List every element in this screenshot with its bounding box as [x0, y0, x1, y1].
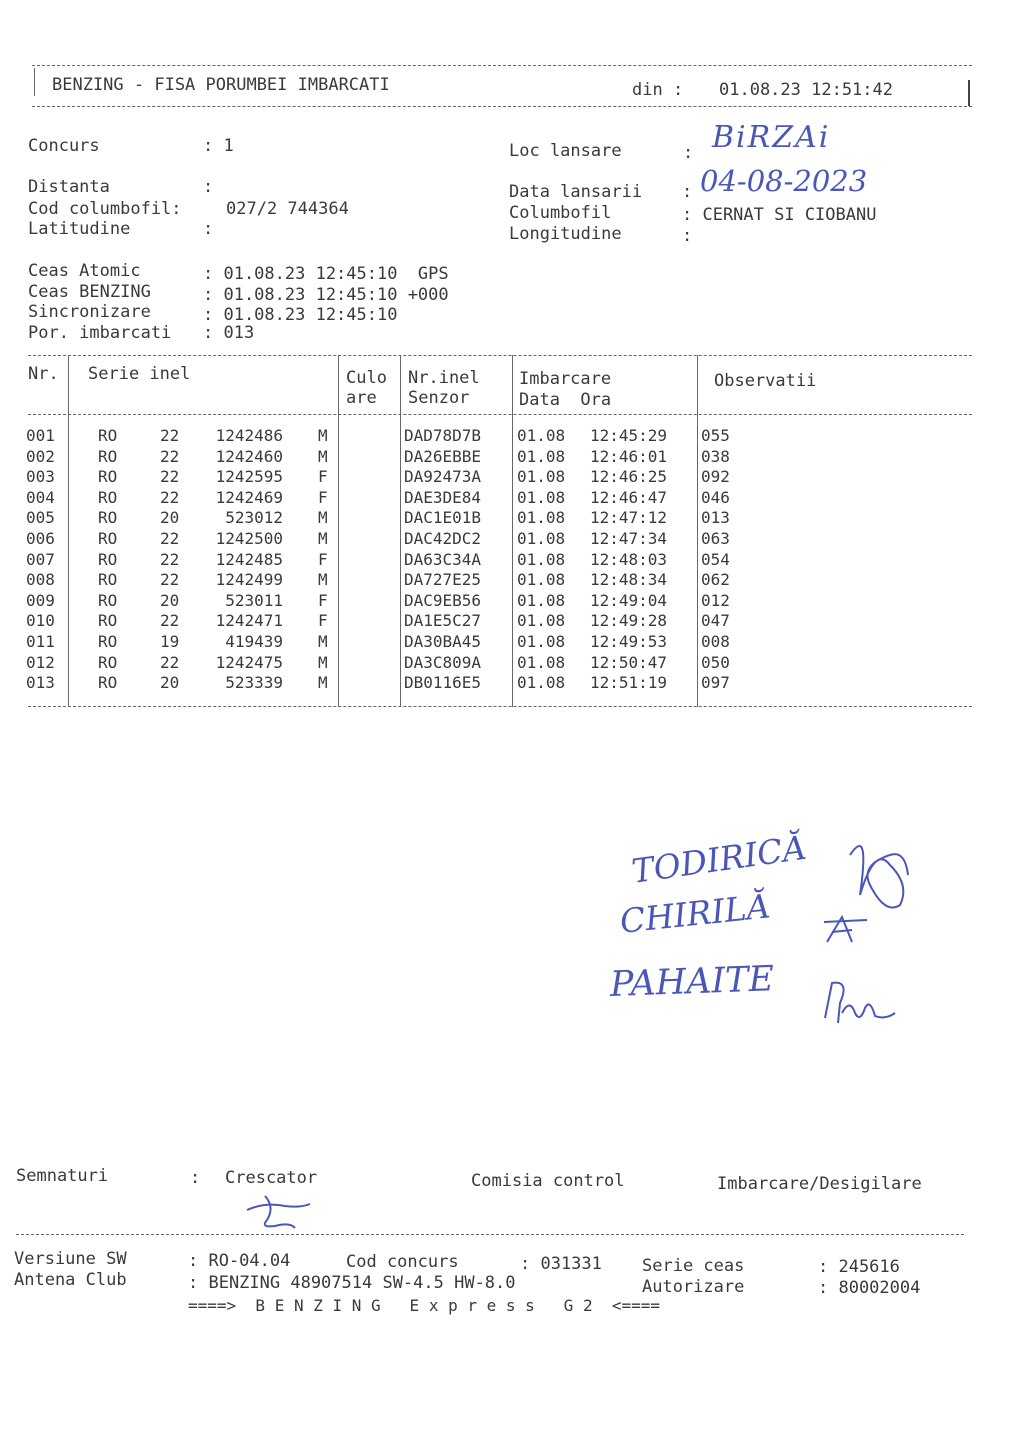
cell-tara: RO [98, 673, 118, 693]
benzing-express-brand: ====> B E N Z I N G E x p r e s s G 2 <==== [188, 1296, 661, 1315]
cell-observatii: 050 [701, 652, 730, 672]
cell-sex: M [318, 570, 328, 590]
cell-data: 01.08 [517, 467, 566, 487]
col-header-observatii: Observatii [714, 371, 817, 391]
header-right-border [968, 80, 970, 106]
col-header-are: are [346, 388, 377, 408]
cell-inel: 1242471 [215, 611, 283, 631]
col-divider-imbarcare [697, 355, 698, 707]
cell-tara: RO [98, 446, 118, 466]
cell-tara: RO [98, 529, 118, 548]
imbarcare-desigilare-label: Imbarcare/Desigilare [717, 1174, 922, 1194]
cell-an: 20 [160, 673, 180, 693]
cell-inel: 1242499 [215, 570, 283, 590]
cell-data: 01.08 [517, 652, 566, 672]
cell-tara: RO [98, 590, 118, 610]
handwritten-name-3: PAHAITE [609, 959, 775, 1005]
serie-ceas-value: : 245616 [818, 1257, 900, 1277]
cell-nr: 003 [26, 467, 55, 487]
longitudine-label: Longitudine [509, 224, 622, 244]
cell-sex: F [318, 549, 328, 569]
cell-observatii: 092 [701, 467, 730, 487]
cell-observatii: 062 [701, 570, 730, 590]
cell-senzor: DAC9EB56 [404, 590, 482, 610]
cell-tara: RO [98, 570, 118, 590]
cell-sex: M [318, 632, 328, 651]
cell-ora: 12:47:12 [590, 508, 668, 528]
versiune-sw-label: Versiune SW [14, 1249, 127, 1269]
cell-an: 22 [160, 426, 180, 445]
latitudine-value: : [203, 219, 214, 239]
cell-inel: 523339 [225, 673, 283, 693]
autorizare-value: : 80002004 [818, 1278, 921, 1298]
cell-inel: 1242500 [215, 529, 283, 548]
cell-data: 01.08 [517, 549, 566, 569]
crescator-signature-icon [245, 1192, 315, 1232]
semnaturi-sep: : [190, 1168, 201, 1188]
cell-sex: M [318, 508, 328, 528]
header-bottom-rule [32, 106, 972, 107]
cell-an: 22 [160, 446, 180, 466]
cell-sex: F [318, 611, 328, 631]
cell-tara: RO [98, 611, 118, 631]
cell-tara: RO [98, 426, 118, 445]
cell-senzor: DAE3DE84 [404, 487, 482, 507]
cell-nr: 008 [26, 570, 55, 590]
col-header-imbarcare: Imbarcare [519, 369, 612, 389]
cell-sex: M [318, 652, 328, 672]
cell-sex: M [318, 673, 328, 693]
cell-ora: 12:48:03 [590, 549, 668, 569]
cell-nr: 001 [26, 426, 55, 445]
cell-an: 19 [160, 632, 180, 651]
col-header-senzor: Senzor [408, 388, 470, 408]
versiune-sw-value: : RO-04.04 [188, 1251, 291, 1271]
loc-lansare-label: Loc lansare [509, 141, 622, 161]
cell-senzor: DAC1E01B [404, 508, 482, 528]
cell-inel: 419439 [225, 632, 283, 651]
cell-observatii: 046 [701, 487, 730, 507]
cell-inel: 1242475 [215, 652, 283, 672]
col-divider-nr [68, 355, 69, 707]
col-header-nrinel: Nr.inel [408, 368, 480, 388]
cell-ora: 12:49:53 [590, 632, 668, 651]
cell-senzor: DA26EBBE [404, 446, 482, 466]
cell-tara: RO [98, 549, 118, 569]
porumbei-imbarcati-value: : 013 [203, 323, 255, 343]
cell-observatii: 012 [701, 590, 730, 610]
cell-inel: 1242469 [215, 487, 283, 507]
cell-nr: 006 [26, 529, 55, 548]
cell-senzor: DA63C34A [404, 549, 482, 569]
cell-sex: F [318, 467, 328, 487]
cell-observatii: 055 [701, 426, 730, 445]
porumbei-imbarcati-label: Por. imbarcati [28, 323, 172, 343]
cod-columbofil-value: 027/2 744364 [226, 199, 349, 219]
cell-senzor: DAD78D7B [404, 426, 482, 445]
cell-an: 22 [160, 529, 180, 548]
cell-ora: 12:50:47 [590, 652, 668, 672]
col-header-serie: Serie inel [88, 364, 191, 384]
cell-nr: 010 [26, 611, 55, 631]
header-date-value: 01.08.23 12:51:42 [719, 80, 893, 100]
cell-data: 01.08 [517, 446, 566, 466]
cell-inel: 1242486 [215, 426, 283, 445]
antena-club-value: : BENZING 48907514 SW-4.5 HW-8.0 [188, 1273, 516, 1293]
cell-tara: RO [98, 467, 118, 487]
data-lansarii-sep: : [682, 182, 693, 202]
signature-scribble-2-icon [822, 912, 872, 952]
signature-scribble-1-icon [830, 825, 920, 925]
cell-an: 22 [160, 549, 180, 569]
header-date-label: din : [632, 80, 684, 100]
col-header-culo: Culo [346, 368, 387, 388]
autorizare-label: Autorizare [642, 1277, 745, 1297]
ceas-atomic-label: Ceas Atomic [28, 261, 141, 281]
header-left-border [34, 68, 35, 96]
cod-columbofil-label: Cod columbofil: [28, 199, 182, 219]
cell-senzor: DAC42DC2 [404, 529, 482, 548]
cell-an: 22 [160, 570, 180, 590]
cell-observatii: 038 [701, 446, 730, 466]
ceas-atomic-value: : 01.08.23 12:45:10 GPS [203, 264, 449, 284]
semnaturi-label: Semnaturi [16, 1166, 109, 1186]
latitudine-label: Latitudine [28, 219, 131, 239]
cell-observatii: 063 [701, 529, 730, 548]
cell-nr: 007 [26, 549, 55, 569]
cell-nr: 009 [26, 590, 55, 610]
cell-observatii: 047 [701, 611, 730, 631]
serie-ceas-label: Serie ceas [642, 1256, 745, 1276]
comisia-control-label: Comisia control [471, 1171, 625, 1191]
cell-senzor: DA727E25 [404, 570, 482, 590]
concurs-value: : 1 [203, 136, 234, 156]
columbofil-label: Columbofil [509, 203, 612, 223]
cell-nr: 012 [26, 652, 55, 672]
longitudine-value: : [682, 226, 693, 246]
loc-lansare-handwritten: BiRZAi [712, 120, 831, 155]
cell-data: 01.08 [517, 508, 566, 528]
cell-an: 20 [160, 590, 180, 610]
cod-concurs-value: : 031331 [520, 1254, 602, 1274]
data-lansarii-handwritten: 04-08-2023 [700, 164, 868, 198]
cell-an: 22 [160, 487, 180, 507]
cell-inel: 523011 [225, 590, 283, 610]
cell-senzor: DA3C809A [404, 652, 482, 672]
col-header-nr: Nr. [28, 364, 59, 384]
document-title: BENZING - FISA PORUMBEI IMBARCATI [52, 75, 390, 95]
cell-tara: RO [98, 652, 118, 672]
table-bottom-rule [28, 706, 972, 707]
loc-lansare-sep: : [683, 143, 694, 163]
cell-observatii: 054 [701, 549, 730, 569]
cell-an: 22 [160, 611, 180, 631]
cell-sex: F [318, 590, 328, 610]
cell-observatii: 097 [701, 673, 730, 693]
cell-nr: 011 [26, 632, 55, 651]
cell-senzor: DA92473A [404, 467, 482, 487]
distanta-value: : [203, 177, 214, 197]
cell-an: 22 [160, 652, 180, 672]
cell-an: 20 [160, 508, 180, 528]
cell-sex: M [318, 529, 328, 548]
cod-concurs-label: Cod concurs [346, 1252, 459, 1272]
data-lansarii-label: Data lansarii [509, 182, 643, 202]
table-header-rule [28, 414, 972, 415]
cell-ora: 12:46:47 [590, 487, 668, 507]
cell-inel: 523012 [225, 508, 283, 528]
cell-data: 01.08 [517, 673, 566, 693]
antena-club-label: Antena Club [14, 1270, 127, 1290]
cell-data: 01.08 [517, 529, 566, 548]
handwritten-name-2: CHIRILĂ [617, 886, 772, 941]
cell-ora: 12:48:34 [590, 570, 668, 590]
columbofil-value: : CERNAT SI CIOBANU [682, 205, 877, 225]
cell-inel: 1242595 [215, 467, 283, 487]
cell-observatii: 008 [701, 632, 730, 651]
cell-ora: 12:51:19 [590, 673, 668, 693]
cell-tara: RO [98, 487, 118, 507]
cell-senzor: DA1E5C27 [404, 611, 482, 631]
cell-data: 01.08 [517, 632, 566, 651]
cell-ora: 12:47:34 [590, 529, 668, 548]
cell-inel: 1242485 [215, 549, 283, 569]
cell-sex: M [318, 446, 328, 466]
cell-data: 01.08 [517, 590, 566, 610]
signature-scribble-3-icon [820, 978, 900, 1028]
cell-data: 01.08 [517, 426, 566, 445]
cell-ora: 12:49:04 [590, 590, 668, 610]
cell-ora: 12:46:01 [590, 446, 668, 466]
cell-observatii: 013 [701, 508, 730, 528]
col-divider-culoare [400, 355, 401, 707]
footer-top-rule [16, 1234, 964, 1235]
cell-data: 01.08 [517, 570, 566, 590]
col-divider-serie [338, 355, 339, 707]
cell-senzor: DB0116E5 [404, 673, 482, 693]
sincronizare-label: Sincronizare [28, 302, 151, 322]
cell-inel: 1242460 [215, 446, 283, 466]
cell-ora: 12:46:25 [590, 467, 668, 487]
cell-data: 01.08 [517, 611, 566, 631]
cell-tara: RO [98, 508, 118, 528]
cell-sex: F [318, 487, 328, 507]
cell-nr: 005 [26, 508, 55, 528]
cell-nr: 004 [26, 487, 55, 507]
distanta-label: Distanta [28, 177, 110, 197]
handwritten-name-1: TODIRICĂ [629, 827, 809, 891]
ceas-benzing-value: : 01.08.23 12:45:10 +000 [203, 285, 449, 305]
cell-ora: 12:49:28 [590, 611, 668, 631]
col-divider-senzor [512, 355, 513, 707]
table-top-rule [28, 355, 972, 356]
crescator-label: Crescator [225, 1168, 318, 1188]
cell-sex: M [318, 426, 328, 445]
sincronizare-value: : 01.08.23 12:45:10 [203, 305, 398, 325]
cell-nr: 013 [26, 673, 55, 693]
header-top-rule [32, 65, 972, 66]
cell-ora: 12:45:29 [590, 426, 668, 445]
col-header-data-ora: Data Ora [519, 390, 612, 410]
cell-data: 01.08 [517, 487, 566, 507]
concurs-label: Concurs [28, 136, 100, 156]
cell-an: 22 [160, 467, 180, 487]
cell-senzor: DA30BA45 [404, 632, 482, 651]
cell-tara: RO [98, 632, 118, 651]
cell-nr: 002 [26, 446, 55, 466]
ceas-benzing-label: Ceas BENZING [28, 282, 151, 302]
